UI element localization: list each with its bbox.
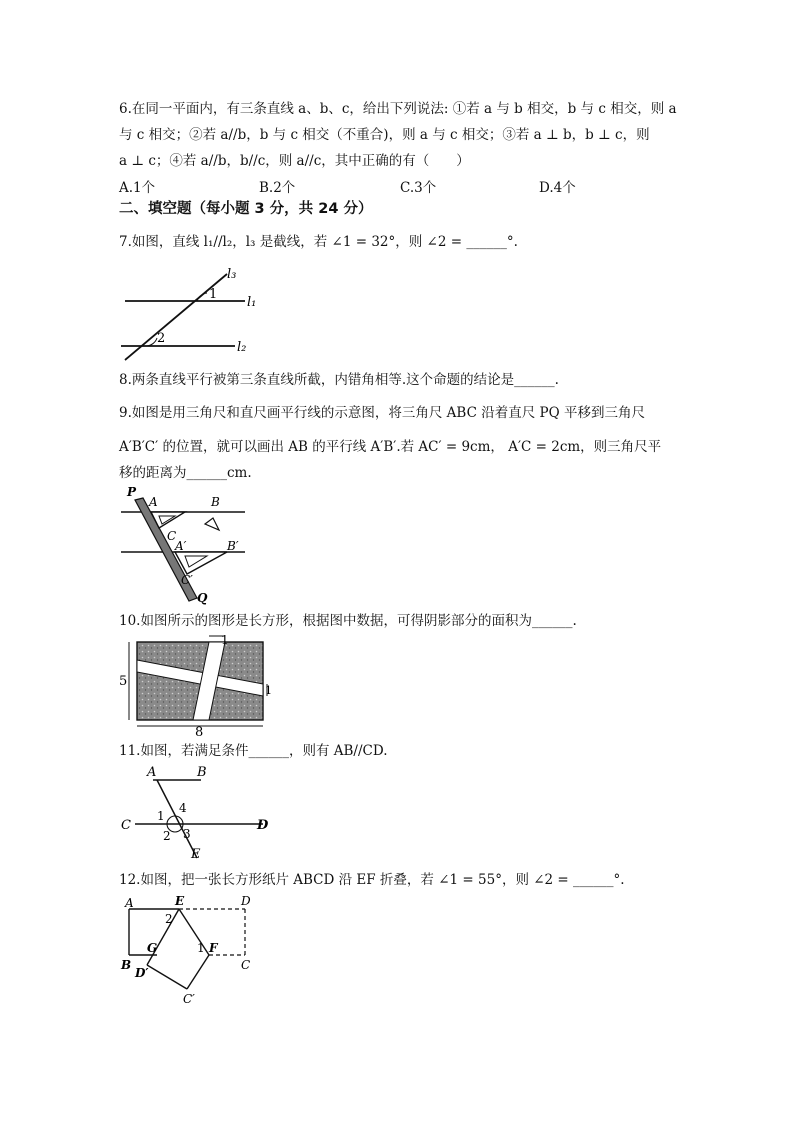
q9-figure	[117, 484, 247, 606]
label-l2: l₂	[237, 340, 247, 355]
svg-text:A: A	[149, 495, 158, 509]
svg-text:1: 1	[197, 941, 205, 955]
svg-text:2: 2	[163, 829, 171, 843]
q6-line-1: 6.在同一平面内，有三条直线 a、b、c，给出下列说法: ①若 a 与 b 相交，b 与 c 相交，则 a	[119, 101, 677, 117]
label-angle-1: 1	[209, 287, 218, 302]
label-angle-2: 2	[157, 331, 166, 346]
svg-text:D: D	[257, 818, 269, 833]
label-l1: l₁	[247, 295, 257, 310]
q7-text: 7.如图，直线 l₁//l₂，l₃ 是截线，若 ∠1 = 32°，则 ∠2 = ______°.	[119, 234, 518, 250]
svg-text:E: E	[175, 895, 185, 908]
svg-text:C′: C′	[183, 992, 195, 1006]
q6-option-d: D.4个	[539, 180, 576, 196]
svg-text:C: C	[121, 818, 131, 833]
svg-text:B: B	[197, 765, 207, 780]
svg-text:D′: D′	[135, 966, 149, 980]
svg-text:1: 1	[157, 809, 165, 823]
svg-text:1: 1	[265, 684, 272, 697]
q9-line-1: 9.如图是用三角尺和直尺画平行线的示意图，将三角尺 ABC 沿着直尺 PQ 平移到三角尺	[119, 405, 645, 421]
q9-line-2: A′B′C′ 的位置，就可以画出 AB 的平行线 A′B′.若 AC′ = 9cm， A′C = 2cm，则三角尺平	[119, 439, 662, 455]
q6-option-a: A.1个	[119, 180, 156, 196]
q6-line-2: 与 c 相交；②若 a//b，b 与 c 相交（不重合)，则 a 与 c 相交；③若 a ⊥ b，b ⊥ c，则	[119, 127, 650, 143]
svg-text:C: C	[167, 529, 177, 543]
svg-text:A′: A′	[175, 539, 187, 553]
svg-text:D: D	[241, 895, 251, 908]
q6-option-b: B.2个	[259, 180, 296, 196]
svg-text:3: 3	[183, 827, 191, 841]
svg-text:5: 5	[119, 674, 128, 689]
section-heading: 二、填空题（每小题 3 分，共 24 分）	[119, 201, 373, 217]
svg-text:4: 4	[179, 801, 187, 815]
q6-line-3: a ⊥ c；④若 a//b，b//c，则 a//c，其中正确的有（ ）	[119, 153, 470, 169]
svg-text:C: C	[241, 958, 251, 972]
q6-option-c: C.3个	[400, 180, 437, 196]
q7-figure	[117, 264, 267, 364]
q10-figure	[117, 632, 275, 738]
q8-text: 8.两条直线平行被第三条直线所截，内错角相等.这个命题的结论是______.	[119, 372, 559, 388]
label-l3: l₃	[227, 267, 237, 282]
svg-text:P: P	[127, 485, 137, 499]
svg-text:G: G	[147, 941, 158, 955]
svg-text:E: E	[191, 847, 201, 862]
q11-figure	[117, 762, 277, 864]
svg-text:F: F	[209, 941, 218, 955]
svg-text:8: 8	[195, 725, 204, 738]
move-arrow	[205, 518, 219, 530]
q9-line-3: 移的距离为______cm.	[119, 465, 252, 481]
svg-text:A: A	[147, 765, 157, 780]
svg-text:B: B	[121, 958, 132, 972]
svg-text:B′: B′	[227, 539, 239, 553]
svg-text:1: 1	[221, 633, 229, 647]
svg-text:B: B	[211, 495, 220, 509]
svg-text:2: 2	[165, 912, 173, 926]
svg-text:Q: Q	[197, 591, 208, 605]
q12-text: 12.如图，把一张长方形纸片 ABCD 沿 EF 折叠，若 ∠1 = 55°，则 ∠2 = ______°.	[119, 872, 625, 888]
svg-text:A: A	[125, 896, 134, 910]
q11-text: 11.如图，若满足条件______，则有 AB//CD.	[119, 743, 388, 759]
q12-figure	[117, 895, 267, 1007]
svg-text:C′: C′	[181, 573, 193, 587]
q10-text: 10.如图所示的图形是长方形，根据图中数据，可得阴影部分的面积为______.	[119, 613, 577, 629]
